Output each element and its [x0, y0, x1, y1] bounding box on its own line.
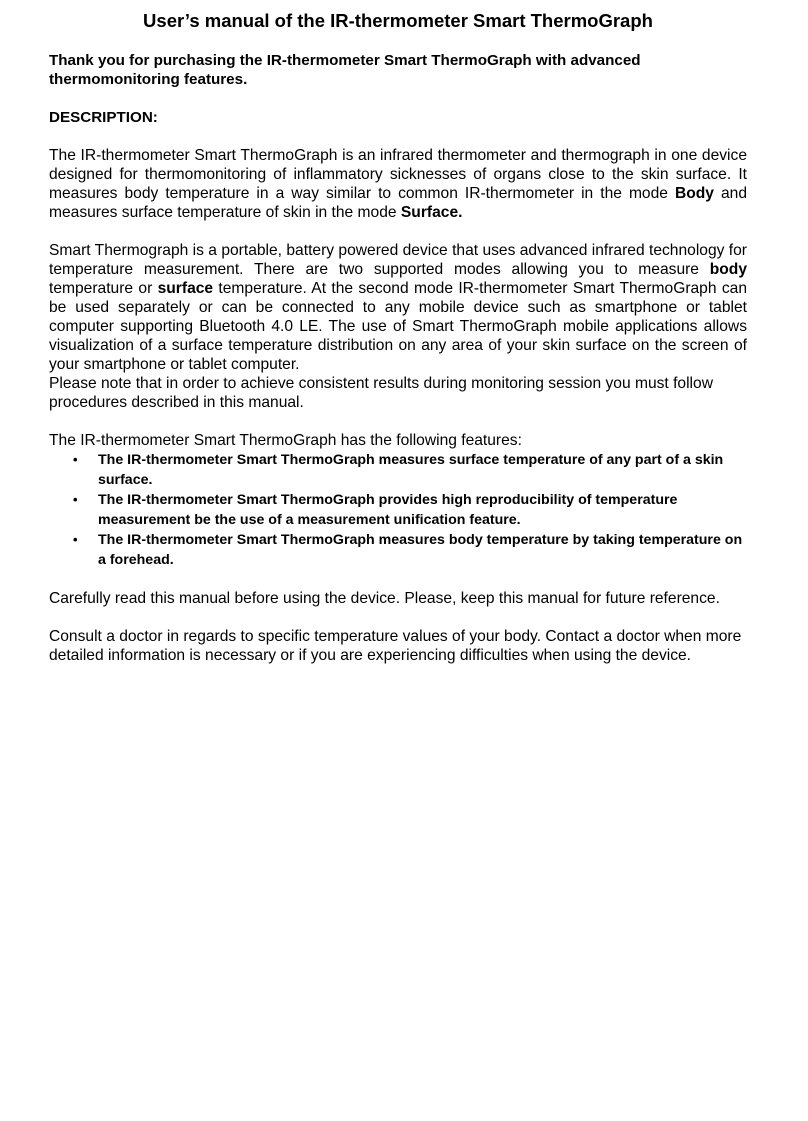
doctor-note-paragraph: Consult a doctor in regards to specific temperature values of your body. Contact a doctor when more detailed information is necessary or if you are experiencing difficulties when using the device. — [49, 628, 742, 664]
description-heading: DESCRIPTION: — [49, 109, 158, 126]
description-paragraph-3: Please note that in order to achieve consistent results during monitoring session you must follow procedures described in this manual. — [49, 375, 713, 411]
feature-text: The IR-thermometer Smart ThermoGraph measures surface temperature of any part of a skin surface. — [98, 452, 724, 488]
para1-bold-surface: Surface. — [400, 204, 463, 221]
description-paragraph-2 — [49, 241, 747, 374]
bullet-icon: • — [73, 452, 78, 467]
bullet-icon: • — [73, 532, 78, 547]
list-item — [49, 490, 747, 530]
feature-text: The IR-thermometer Smart ThermoGraph measures body temperature by taking temperature on a forehead. — [98, 532, 743, 568]
list-item — [49, 450, 747, 490]
para2-bold-surface: surface — [157, 280, 214, 297]
features-intro: The IR-thermometer Smart ThermoGraph has the following features: — [49, 432, 522, 449]
para2-bold-body: body — [709, 261, 747, 278]
list-item — [49, 530, 747, 570]
usage-note-paragraph: Carefully read this manual before using the device. Please, keep this manual for future reference. — [49, 590, 720, 607]
para1-bold-body: Body — [674, 185, 714, 202]
features-list — [49, 450, 747, 570]
bullet-icon: • — [73, 492, 78, 507]
intro-text: Thank you for purchasing the IR-thermometer Smart ThermoGraph with advanced thermomonitoring features. — [49, 52, 641, 88]
manual-page — [49, 10, 747, 665]
para1-text-a: The IR-thermometer Smart ThermoGraph is an infrared thermometer and thermograph in one device designed for thermomonitoring of inflammatory sicknesses of organs close to the skin surface. It measures body temperature in a way similar to common IR-thermometer in the mode — [49, 147, 747, 202]
description-paragraph-1 — [49, 146, 747, 222]
page-title: User’s manual of the IR-thermometer Smart ThermoGraph — [143, 10, 653, 31]
para2-text-a: Smart Thermograph is a portable, battery powered device that uses advanced infrared technology for temperature measurement. There are two supported modes allowing you to measure — [49, 242, 747, 278]
para2-text-c: temperature. At the second mode IR-thermometer Smart ThermoGraph can be used separately or can be connected to any mobile device such as smartphone or tablet computer supporting Bluetooth 4.0 LE. The use of Smart ThermoGraph mobile applications allows visualization of a surface temperature distribution on any area of your skin surface on the screen of your smartphone or tablet computer. — [49, 280, 748, 373]
para2-text-b: temperature or — [49, 280, 158, 297]
para1-text-b: and measures surface temperature of skin in the mode — [49, 185, 748, 221]
feature-text: The IR-thermometer Smart ThermoGraph provides high reproducibility of temperature measurement be the use of a measurement unification feature. — [98, 492, 678, 528]
